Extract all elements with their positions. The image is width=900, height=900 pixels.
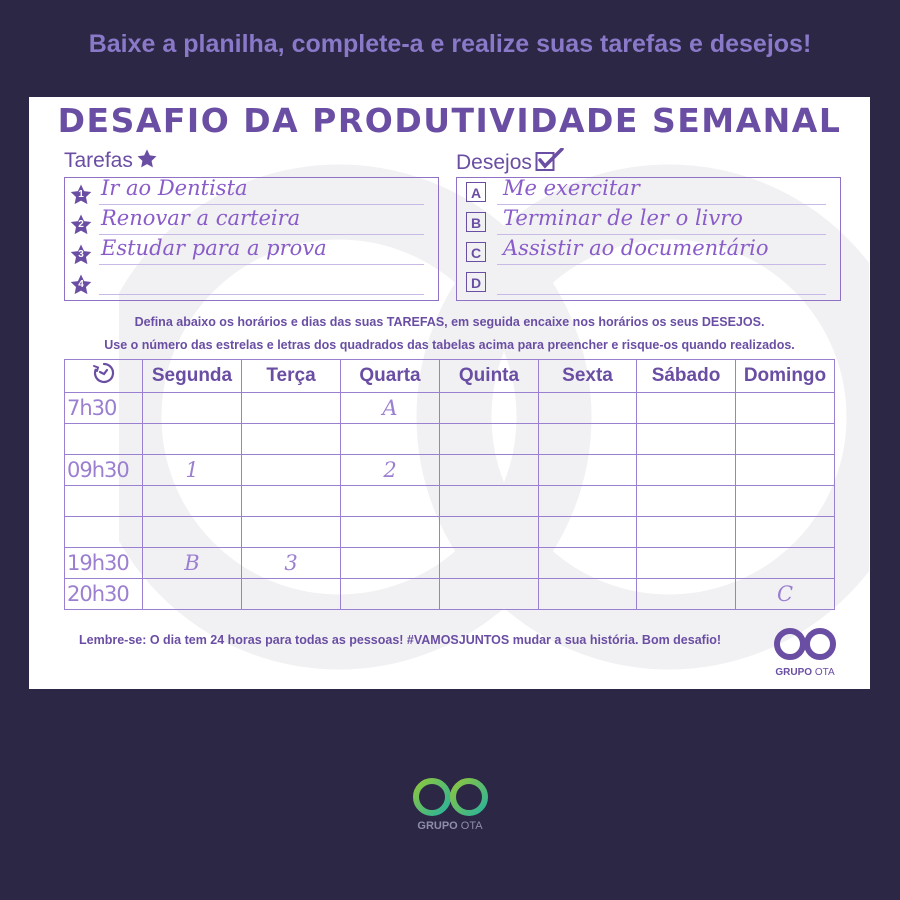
instruction-line-2: Use o número das estrelas e letras dos quadrados das tabelas acima para preencher e risque-os quando realizados.: [104, 338, 795, 352]
star-number-icon: [69, 243, 93, 267]
task-number: 2: [78, 219, 84, 230]
wish-row[interactable]: [457, 238, 840, 269]
star-number-icon: [69, 273, 93, 297]
schedule-cell[interactable]: [736, 548, 835, 579]
wish-row[interactable]: [457, 268, 840, 299]
schedule-cell[interactable]: [637, 393, 736, 424]
wish-letter: B: [466, 212, 486, 232]
time-cell[interactable]: [65, 517, 143, 548]
schedule-cell[interactable]: [143, 579, 242, 610]
schedule-cell[interactable]: [341, 579, 440, 610]
schedule-row: [65, 424, 835, 455]
schedule-cell[interactable]: [637, 548, 736, 579]
tasks-label-text: Tarefas: [64, 149, 133, 172]
schedule-cell[interactable]: [242, 455, 341, 486]
star-number-icon: [69, 183, 93, 207]
day-header: Sábado: [637, 360, 736, 393]
schedule-cell[interactable]: [539, 579, 637, 610]
wish-text: Me exercitar: [503, 176, 640, 200]
task-text: Renovar a carteira: [101, 206, 301, 230]
schedule-cell[interactable]: [440, 548, 539, 579]
schedule-cell[interactable]: [736, 393, 835, 424]
schedule-cell[interactable]: [440, 393, 539, 424]
schedule-cell[interactable]: [736, 455, 835, 486]
schedule-table: [64, 359, 835, 610]
schedule-cell[interactable]: 1: [143, 455, 242, 486]
bottom-logo-label: [390, 820, 510, 832]
schedule-cell[interactable]: [539, 424, 637, 455]
wish-letter: C: [466, 242, 486, 262]
schedule-cell[interactable]: [539, 486, 637, 517]
schedule-row: [65, 393, 835, 424]
schedule-cell[interactable]: [637, 424, 736, 455]
schedule-cell[interactable]: [539, 517, 637, 548]
schedule-cell[interactable]: [440, 455, 539, 486]
day-header: Terça: [242, 360, 341, 393]
schedule-cell[interactable]: [637, 517, 736, 548]
schedule-cell[interactable]: [143, 486, 242, 517]
schedule-row: [65, 579, 835, 610]
schedule-cell[interactable]: [341, 548, 440, 579]
schedule-cell[interactable]: 2: [341, 455, 440, 486]
schedule-cell[interactable]: [341, 517, 440, 548]
schedule-cell[interactable]: [440, 424, 539, 455]
day-header: Sexta: [539, 360, 637, 393]
schedule-cell[interactable]: [736, 486, 835, 517]
schedule-cell[interactable]: [242, 424, 341, 455]
logo-light: OTA: [814, 667, 835, 678]
schedule-cell[interactable]: C: [736, 579, 835, 610]
task-number: 4: [78, 279, 84, 290]
schedule-cell[interactable]: [637, 486, 736, 517]
time-cell[interactable]: 19h30: [65, 548, 143, 579]
schedule-cell[interactable]: [637, 455, 736, 486]
schedule-cell[interactable]: [736, 517, 835, 548]
schedule-cell[interactable]: B: [143, 548, 242, 579]
footer-reminder: Lembre-se: O dia tem 24 horas para todas as pessoas! #VAMOSJUNTOS mudar a sua história. Bom desafio!: [79, 633, 722, 647]
schedule-cell[interactable]: [440, 517, 539, 548]
page-banner: Baixe a planilha, complete-a e realize suas tarefas e desejos!: [88, 30, 812, 58]
task-row[interactable]: [65, 268, 438, 299]
task-text: Estudar para a prova: [101, 236, 327, 260]
stopwatch-header: [65, 360, 143, 393]
wish-text: Assistir ao documentário: [503, 236, 769, 260]
time-cell[interactable]: [65, 424, 143, 455]
time-cell[interactable]: 7h30: [65, 393, 143, 424]
schedule-cell[interactable]: [242, 517, 341, 548]
wish-letter: A: [466, 182, 486, 202]
schedule-row: [65, 548, 835, 579]
schedule-cell[interactable]: [242, 393, 341, 424]
schedule-cell[interactable]: 3: [242, 548, 341, 579]
time-cell[interactable]: [65, 486, 143, 517]
schedule-cell[interactable]: [341, 486, 440, 517]
schedule-cell[interactable]: [440, 579, 539, 610]
schedule-cell[interactable]: [637, 579, 736, 610]
schedule-cell[interactable]: [143, 424, 242, 455]
schedule-row: [65, 517, 835, 548]
star-icon: [136, 148, 158, 170]
tasks-label: [64, 148, 158, 173]
time-cell[interactable]: 20h30: [65, 579, 143, 610]
schedule-cell[interactable]: [143, 517, 242, 548]
logo-bold: GRUPO: [775, 667, 813, 678]
day-header: Domingo: [736, 360, 835, 393]
wish-row[interactable]: [457, 208, 840, 239]
bottom-logo-light: OTA: [460, 820, 483, 832]
schedule-cell[interactable]: A: [341, 393, 440, 424]
tasks-box: [64, 177, 439, 301]
checkbox-check-icon: [535, 148, 565, 172]
schedule-row: [65, 486, 835, 517]
schedule-cell[interactable]: [539, 455, 637, 486]
wishes-label: [456, 148, 565, 175]
schedule-cell[interactable]: [341, 424, 440, 455]
schedule-cell[interactable]: [242, 486, 341, 517]
wish-letter: D: [466, 272, 486, 292]
schedule-row: [65, 455, 835, 486]
sheet-logo-label: [765, 667, 845, 678]
sheet-title: DESAFIO DA PRODUTIVIDADE SEMANAL: [57, 101, 842, 140]
productivity-sheet: [29, 97, 870, 689]
day-header: Quinta: [440, 360, 539, 393]
grupo-ota-logo-icon: [773, 627, 837, 661]
wish-text: Terminar de ler o livro: [503, 206, 743, 230]
day-header: Quarta: [341, 360, 440, 393]
task-row[interactable]: [65, 208, 438, 239]
task-row[interactable]: [65, 238, 438, 269]
wishes-box: [456, 177, 841, 301]
day-header: Segunda: [143, 360, 242, 393]
schedule-cell[interactable]: [539, 393, 637, 424]
schedule-cell[interactable]: [736, 424, 835, 455]
wishes-label-text: Desejos: [456, 151, 532, 174]
task-number: 1: [78, 189, 84, 200]
star-number-icon: [69, 213, 93, 237]
schedule-cell[interactable]: [242, 579, 341, 610]
schedule-cell[interactable]: [440, 486, 539, 517]
instruction-line-1: Defina abaixo os horários e dias das suas TAREFAS, em seguida encaixe nos horários os seus DESEJOS.: [134, 315, 765, 329]
schedule-cell[interactable]: [143, 393, 242, 424]
task-row[interactable]: [65, 178, 438, 209]
bottom-logo-bold: GRUPO: [417, 820, 458, 832]
stopwatch-icon: [92, 361, 116, 385]
schedule-cell[interactable]: [539, 548, 637, 579]
schedule-header-row: [65, 360, 835, 393]
task-text: Ir ao Dentista: [101, 176, 248, 200]
task-number: 3: [78, 249, 84, 260]
grupo-ota-bottom-logo-icon: [413, 775, 489, 819]
time-cell[interactable]: 09h30: [65, 455, 143, 486]
wish-row[interactable]: [457, 178, 840, 209]
